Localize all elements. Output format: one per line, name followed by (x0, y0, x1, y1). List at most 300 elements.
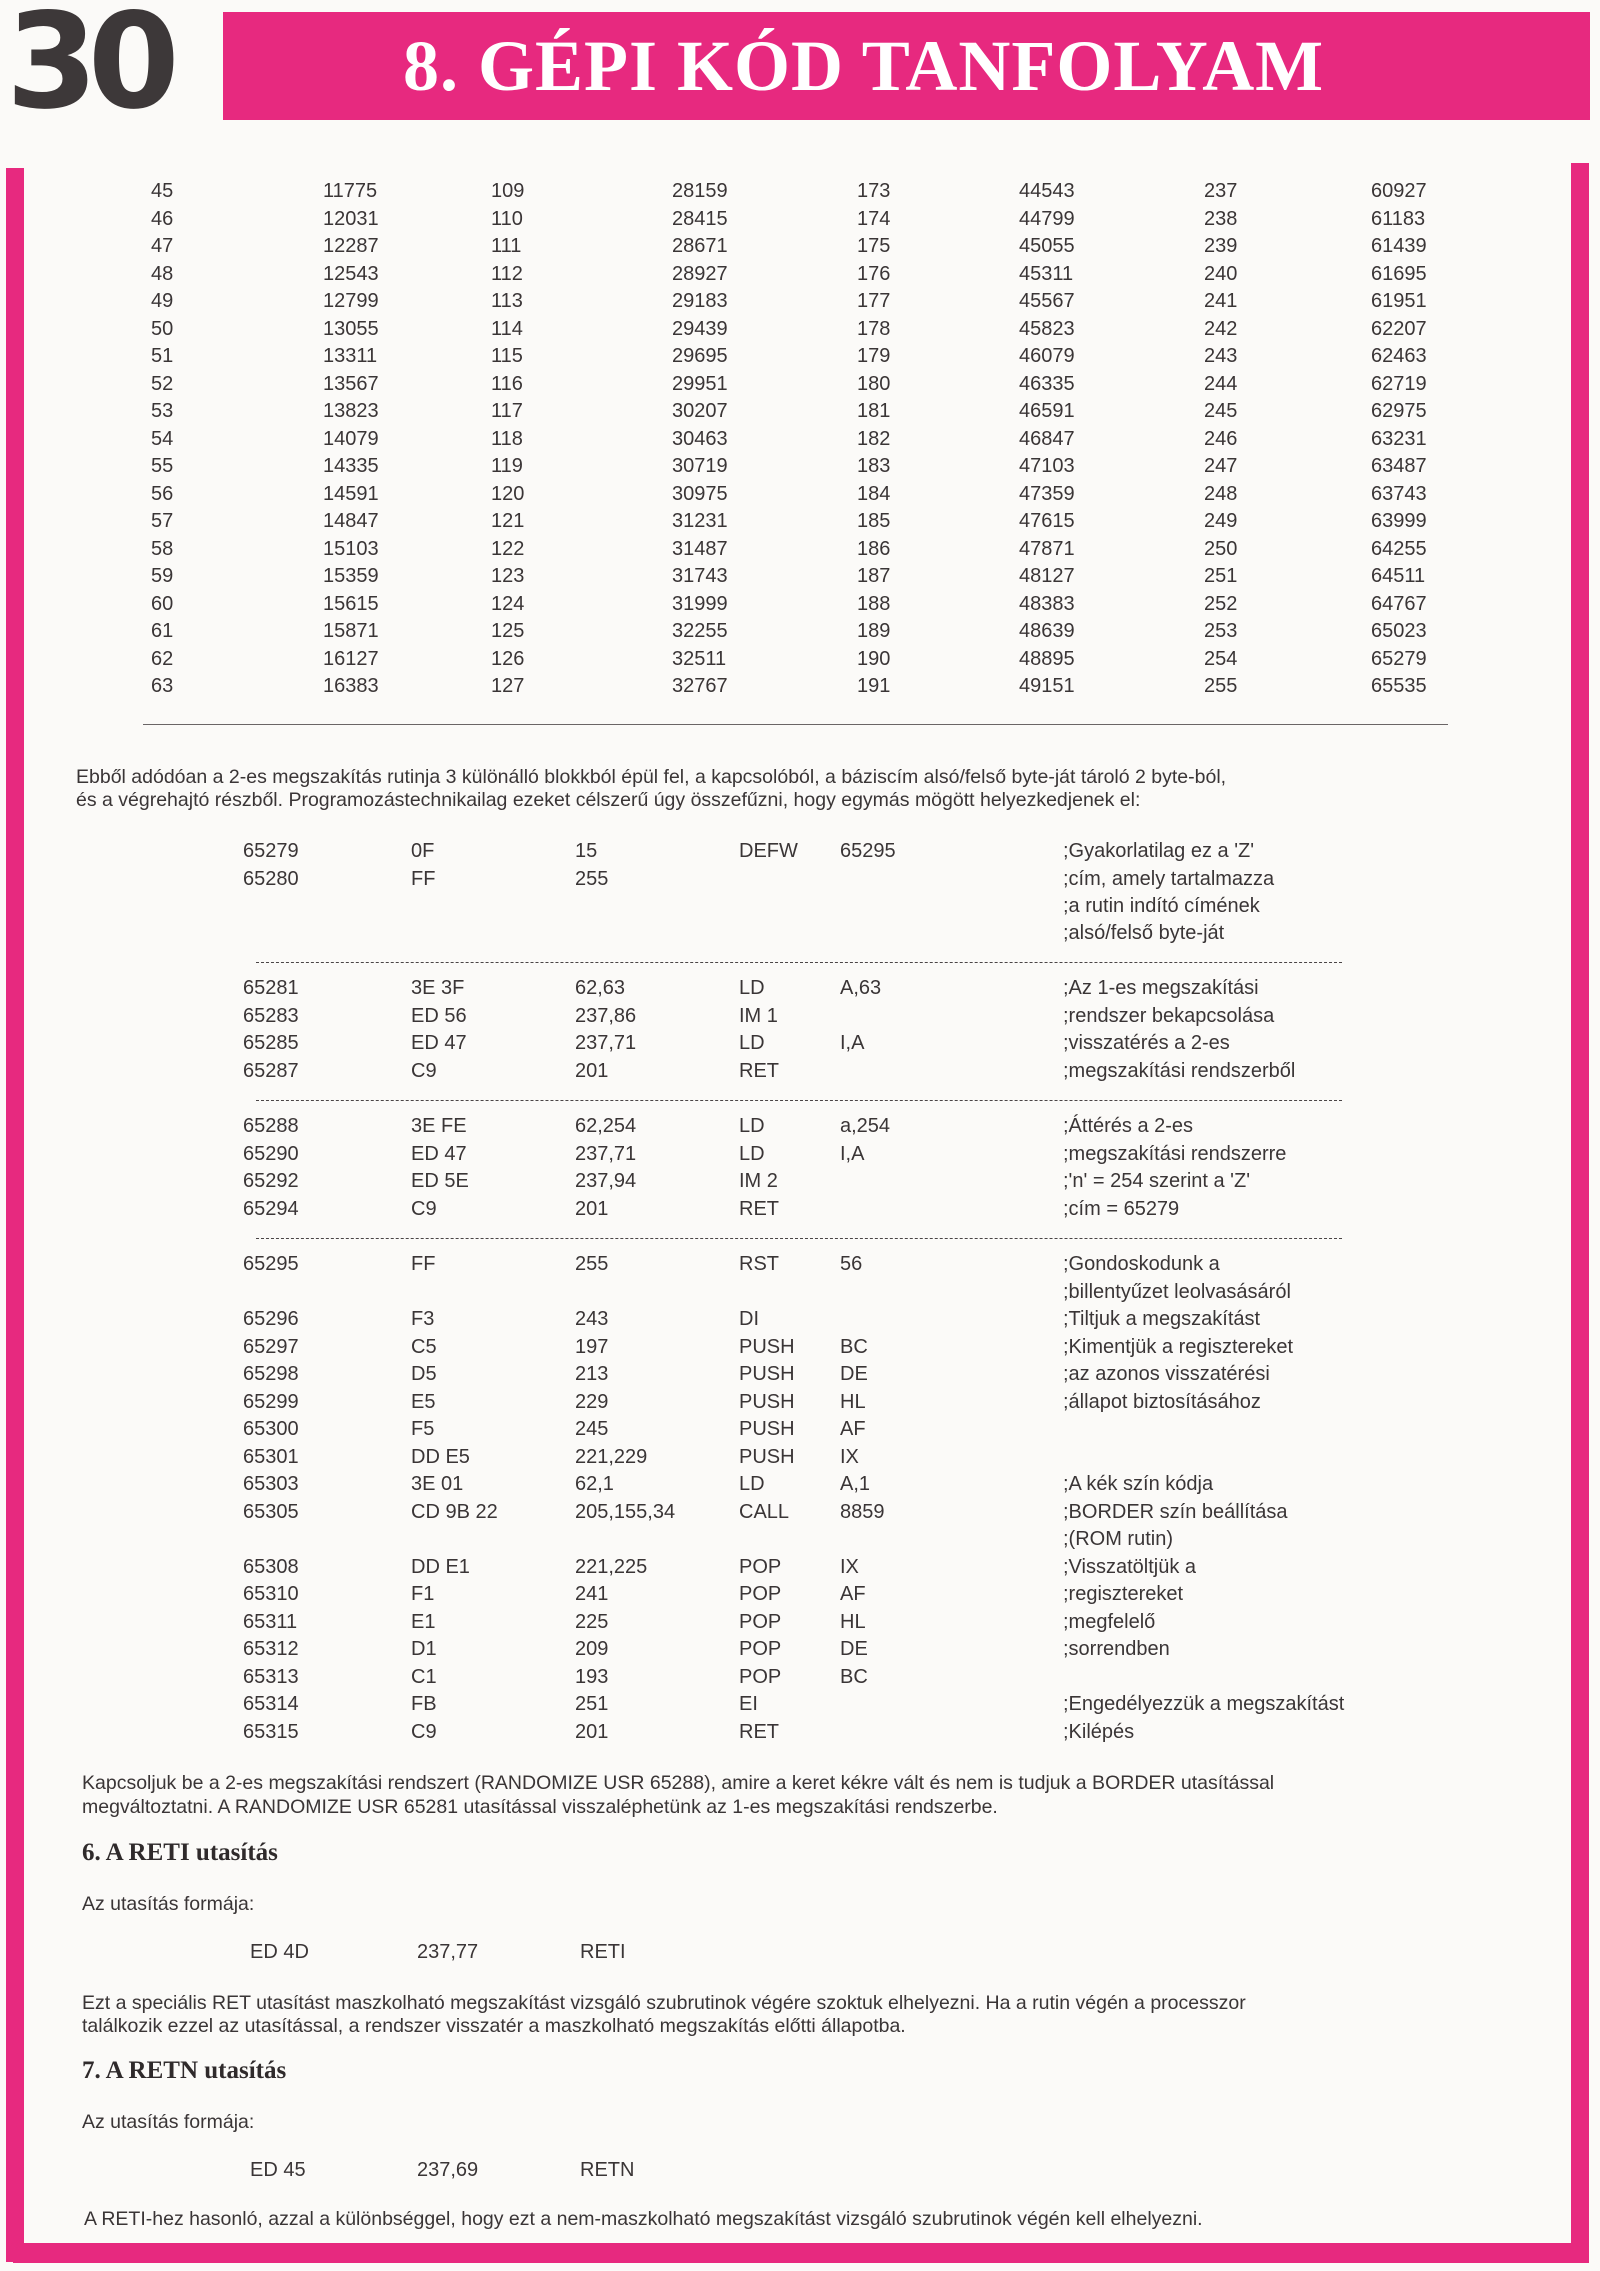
table-cell-n: 52 (151, 372, 174, 395)
table-cell-n: 110 (491, 207, 523, 230)
table-cell-n: 124 (491, 592, 525, 615)
table-cell-n: 126 (491, 647, 525, 670)
listing-hex: ED 47 (411, 1143, 467, 1165)
listing-decimal: 62,254 (575, 1115, 637, 1137)
table-cell-value: 44543 (1019, 180, 1075, 202)
table-cell-n: 240 (1204, 262, 1238, 285)
table-cell-value: 49151 (1019, 675, 1075, 697)
table-cell-n: 243 (1204, 345, 1238, 367)
listing-address: 65288 (243, 1115, 299, 1137)
table-cell-n: 179 (857, 345, 891, 367)
listing-decimal: 237,94 (575, 1170, 637, 1192)
listing-comment: ;'n' = 254 szerint a 'Z' (1063, 1170, 1251, 1192)
listing-comment: ;megszakítási rendszerre (1063, 1143, 1287, 1165)
listing-mnemonic: DI (739, 1308, 759, 1330)
intro-paragraph-line-1: Ebből adódóan a 2-es megszakítás rutinja 3 különálló blokkból épül fel, a kapcsolóból, a báziscím alsó/felső byte-ját tároló 2 byte-ból, (76, 766, 1227, 788)
listing-address: 65281 (243, 977, 299, 999)
table-cell-value: 65023 (1371, 620, 1427, 642)
table-cell-value: 32255 (672, 620, 728, 642)
listing-address: 65315 (243, 1721, 299, 1743)
listing-decimal: 205,155,34 (575, 1501, 676, 1523)
listing-hex: F3 (411, 1308, 435, 1330)
table-cell-value: 14079 (323, 427, 379, 450)
table-cell-n: 190 (857, 647, 891, 670)
table-cell-n: 127 (491, 675, 525, 697)
listing-decimal: 201 (575, 1198, 609, 1220)
reti-hex: ED 4D (250, 1941, 309, 1963)
listing-address: 65287 (243, 1060, 299, 1082)
listing-comment: ;visszatérés a 2-es (1063, 1032, 1230, 1054)
listing-mnemonic: LD (739, 1115, 765, 1137)
listing-mnemonic: LD (739, 977, 765, 999)
listing-comment: ;BORDER szín beállítása (1063, 1501, 1288, 1523)
reti-paragraph-line-1: Ezt a speciális RET utasítást maszkolható megszakítást vizsgáló szubrutinok végére szoktuk elhelyezni. Ha a rutin végén a processzor (82, 1992, 1246, 2014)
table-cell-n: 112 (491, 262, 523, 285)
listing-comment: ;Az 1-es megszakítási (1063, 977, 1259, 999)
table-cell-n: 183 (857, 455, 891, 477)
usage-paragraph-line-1: Kapcsoljuk be a 2-es megszakítási rendszert (RANDOMIZE USR 65288), amire a keret kékre vált és nem is tudjuk a BORDER utasítással (82, 1772, 1275, 1794)
table-cell-value: 46079 (1019, 345, 1075, 367)
table-cell-n: 187 (857, 565, 891, 587)
table-cell-value: 65279 (1371, 647, 1427, 670)
table-cell-value: 31487 (672, 537, 728, 560)
table-cell-n: 114 (491, 317, 523, 340)
listing-address: 65312 (243, 1638, 299, 1660)
listing-mnemonic: IM 1 (739, 1005, 778, 1027)
table-cell-value: 64767 (1371, 592, 1427, 615)
table-cell-value: 60927 (1371, 180, 1427, 202)
table-cell-n: 109 (491, 180, 525, 202)
table-cell-n: 241 (1204, 290, 1238, 312)
listing-mnemonic: PUSH (739, 1418, 795, 1440)
table-cell-n: 51 (151, 345, 174, 367)
listing-mnemonic: PUSH (739, 1446, 795, 1468)
table-cell-value: 12031 (323, 207, 379, 230)
table-cell-value: 45311 (1019, 262, 1074, 285)
table-cell-value: 11775 (323, 180, 378, 202)
table-cell-n: 184 (857, 482, 891, 505)
table-cell-value: 47871 (1019, 537, 1075, 560)
listing-comment: ;az azonos visszatérési (1063, 1363, 1270, 1385)
listing-address: 65285 (243, 1032, 299, 1054)
listing-comment: ;cím, amely tartalmazza (1063, 868, 1275, 890)
listing-operand: IX (840, 1556, 859, 1578)
table-cell-value: 32767 (672, 675, 728, 697)
listing-address: 65301 (243, 1446, 299, 1468)
intro-paragraph-line-2: és a végrehajtó részből. Programozástechnikailag ezeket célszerű úgy összefűzni, hogy egymás mögött helyezkedjenek el: (76, 789, 1141, 811)
table-cell-n: 61 (151, 620, 174, 642)
listing-hex: 3E FE (411, 1115, 467, 1137)
table-cell-value: 28671 (672, 235, 728, 257)
table-cell-value: 28415 (672, 207, 728, 230)
listing-comment: ;megfelelő (1063, 1611, 1156, 1633)
listing-decimal: 221,229 (575, 1446, 648, 1468)
usage-paragraph-line-2: megváltoztatni. A RANDOMIZE USR 65281 utasítással visszaléphetünk az 1-es megszakítási rendszerbe. (82, 1796, 998, 1818)
table-cell-n: 181 (857, 400, 891, 422)
listing-decimal: 251 (575, 1693, 609, 1715)
listing-operand: BC (840, 1336, 868, 1358)
listing-mnemonic: LD (739, 1032, 765, 1054)
table-cell-n: 247 (1204, 455, 1238, 477)
table-cell-value: 30719 (672, 455, 728, 477)
listing-address: 65295 (243, 1253, 299, 1275)
listing-operand: 56 (840, 1253, 863, 1275)
listing-decimal: 225 (575, 1611, 609, 1633)
listing-decimal: 197 (575, 1336, 609, 1358)
table-cell-value: 47359 (1019, 482, 1075, 505)
listing-decimal: 209 (575, 1638, 609, 1660)
listing-comment: ;sorrendben (1063, 1638, 1170, 1660)
table-cell-value: 62463 (1371, 345, 1427, 367)
table-cell-value: 12799 (323, 290, 379, 312)
table-cell-value: 13055 (323, 317, 379, 340)
frame-left-bar (6, 168, 24, 2262)
listing-operand: I,A (840, 1143, 865, 1165)
listing-comment: ;Kimentjük a regisztereket (1063, 1336, 1294, 1358)
table-cell-value: 16383 (323, 675, 379, 697)
table-cell-n: 175 (857, 235, 891, 257)
listing-address: 65279 (243, 840, 299, 862)
table-cell-value: 30463 (672, 427, 728, 450)
listing-hex: C1 (411, 1666, 437, 1688)
listing-mnemonic: POP (739, 1556, 782, 1578)
listing-decimal: 237,71 (575, 1143, 637, 1165)
table-cell-value: 62207 (1371, 317, 1427, 340)
table-cell-n: 189 (857, 620, 891, 642)
table-cell-n: 125 (491, 620, 525, 642)
listing-hex: FF (411, 868, 436, 890)
table-cell-n: 182 (857, 427, 891, 450)
listing-address: 65300 (243, 1418, 299, 1440)
table-cell-value: 14591 (323, 482, 379, 505)
listing-address: 65303 (243, 1473, 299, 1495)
table-cell-n: 188 (857, 592, 891, 615)
table-cell-value: 14847 (323, 510, 379, 532)
listing-mnemonic: RET (739, 1721, 779, 1743)
listing-operand: I,A (840, 1032, 865, 1054)
listing-mnemonic: RST (739, 1253, 779, 1275)
table-divider (143, 724, 1448, 725)
listing-hex: D5 (411, 1363, 437, 1385)
table-cell-n: 115 (491, 345, 523, 367)
table-cell-value: 63487 (1371, 455, 1427, 477)
table-cell-value: 30975 (672, 482, 728, 505)
listing-hex: CD 9B 22 (411, 1501, 498, 1523)
listing-decimal: 229 (575, 1391, 609, 1413)
table-cell-value: 31743 (672, 565, 728, 587)
section-heading-reti: 6. A RETI utasítás (82, 1839, 278, 1866)
listing-operand: DE (840, 1363, 868, 1385)
listing-mnemonic: POP (739, 1638, 782, 1660)
listing-hex: E1 (411, 1611, 436, 1633)
listing-operand: AF (840, 1583, 866, 1605)
table-cell-n: 46 (151, 207, 174, 230)
table-cell-n: 238 (1204, 207, 1238, 230)
listing-hex: C9 (411, 1198, 437, 1220)
listing-address: 65294 (243, 1198, 299, 1220)
listing-hex: C9 (411, 1721, 437, 1743)
table-cell-n: 246 (1204, 427, 1238, 450)
table-cell-n: 177 (857, 290, 891, 312)
table-cell-n: 244 (1204, 372, 1238, 395)
table-cell-n: 48 (151, 262, 174, 285)
table-cell-value: 29695 (672, 345, 728, 367)
table-cell-value: 29439 (672, 317, 728, 340)
listing-mnemonic: PUSH (739, 1363, 795, 1385)
table-cell-n: 254 (1204, 647, 1238, 670)
block-separator (256, 962, 1342, 963)
reti-paragraph-line-2: találkozik ezzel az utasítással, a rendszer visszatér a maszkolható megszakítás előtti állapotba. (82, 2015, 906, 2037)
listing-comment: ;Engedélyezzük a megszakítást (1063, 1693, 1345, 1715)
listing-mnemonic: EI (739, 1693, 758, 1715)
table-cell-n: 57 (151, 510, 174, 532)
listing-mnemonic: POP (739, 1611, 782, 1633)
table-cell-value: 48895 (1019, 647, 1075, 670)
table-cell-n: 50 (151, 317, 174, 340)
reti-form-label: Az utasítás formája: (82, 1893, 255, 1915)
listing-operand: HL (840, 1391, 866, 1413)
listing-address: 65299 (243, 1391, 299, 1413)
listing-operand: IX (840, 1446, 859, 1468)
listing-hex: C5 (411, 1336, 437, 1358)
table-cell-n: 121 (491, 510, 525, 532)
table-cell-value: 45055 (1019, 235, 1075, 257)
listing-hex: FF (411, 1253, 436, 1275)
listing-address: 65310 (243, 1583, 299, 1605)
table-cell-value: 12287 (323, 235, 379, 257)
table-cell-n: 58 (151, 537, 174, 560)
table-cell-n: 180 (857, 372, 891, 395)
listing-decimal: 237,71 (575, 1032, 637, 1054)
table-cell-value: 13823 (323, 400, 379, 422)
section-heading-retn: 7. A RETN utasítás (82, 2057, 287, 2084)
table-cell-value: 28159 (672, 180, 728, 202)
listing-comment: ;Gondoskodunk a (1063, 1253, 1220, 1275)
retn-mnemonic: RETN (580, 2159, 635, 2181)
table-cell-value: 15359 (323, 565, 379, 587)
table-cell-n: 63 (151, 675, 174, 697)
listing-operand: DE (840, 1638, 868, 1660)
table-cell-n: 186 (857, 537, 891, 560)
table-cell-n: 242 (1204, 317, 1238, 340)
table-cell-n: 116 (491, 372, 523, 395)
table-cell-n: 122 (491, 537, 525, 560)
table-cell-value: 29183 (672, 290, 728, 312)
listing-operand: HL (840, 1611, 866, 1633)
listing-mnemonic: LD (739, 1143, 765, 1165)
listing-hex: E5 (411, 1391, 436, 1413)
listing-decimal: 213 (575, 1363, 609, 1385)
listing-operand: a,254 (840, 1115, 891, 1137)
table-cell-value: 64511 (1371, 565, 1426, 587)
listing-mnemonic: POP (739, 1583, 782, 1605)
listing-hex: C9 (411, 1060, 437, 1082)
listing-comment: ;billentyűzet leolvasásáról (1063, 1281, 1291, 1303)
table-cell-value: 46591 (1019, 400, 1075, 422)
listing-operand: BC (840, 1666, 868, 1688)
listing-decimal: 255 (575, 868, 609, 890)
listing-address: 65290 (243, 1143, 299, 1165)
table-cell-n: 54 (151, 427, 174, 450)
table-cell-value: 48127 (1019, 565, 1075, 587)
listing-operand: 65295 (840, 840, 896, 862)
table-cell-value: 63743 (1371, 482, 1427, 505)
listing-comment: ;Kilépés (1063, 1721, 1135, 1743)
table-cell-value: 46847 (1019, 427, 1075, 450)
listing-decimal: 255 (575, 1253, 609, 1275)
frame-bottom-bar (13, 2243, 1589, 2263)
table-cell-n: 237 (1204, 180, 1238, 202)
table-cell-n: 118 (491, 427, 523, 450)
retn-hex: ED 45 (250, 2159, 306, 2181)
table-cell-n: 120 (491, 482, 525, 505)
listing-decimal: 245 (575, 1418, 609, 1440)
listing-mnemonic: IM 2 (739, 1170, 778, 1192)
table-cell-value: 28927 (672, 262, 728, 285)
listing-operand: 8859 (840, 1501, 885, 1523)
table-cell-value: 15615 (323, 592, 379, 615)
listing-decimal: 237,86 (575, 1005, 637, 1027)
table-cell-n: 255 (1204, 675, 1238, 697)
listing-mnemonic: LD (739, 1473, 765, 1495)
table-cell-n: 49 (151, 290, 174, 312)
table-cell-value: 13311 (323, 345, 378, 367)
listing-address: 65313 (243, 1666, 299, 1688)
listing-hex: F1 (411, 1583, 435, 1605)
listing-address: 65296 (243, 1308, 299, 1330)
table-cell-value: 47615 (1019, 510, 1075, 532)
table-cell-value: 62719 (1371, 372, 1427, 395)
table-cell-n: 123 (491, 565, 525, 587)
table-cell-n: 174 (857, 207, 891, 230)
listing-address: 65280 (243, 868, 299, 890)
table-cell-n: 119 (491, 455, 523, 477)
table-cell-n: 176 (857, 262, 891, 285)
table-cell-n: 56 (151, 482, 174, 505)
retn-form-label: Az utasítás formája: (82, 2111, 255, 2133)
listing-address: 65311 (243, 1611, 298, 1633)
listing-address: 65297 (243, 1336, 299, 1358)
table-cell-value: 63999 (1371, 510, 1427, 532)
block-separator (256, 1238, 1342, 1239)
table-cell-value: 61439 (1371, 235, 1427, 257)
listing-comment: ;(ROM rutin) (1063, 1528, 1173, 1550)
page-number: 30 (6, 0, 170, 139)
listing-hex: D1 (411, 1638, 437, 1660)
table-cell-n: 113 (491, 290, 523, 312)
table-cell-value: 31231 (672, 510, 728, 532)
listing-hex: DD E1 (411, 1556, 470, 1578)
listing-hex: 0F (411, 840, 435, 862)
table-cell-n: 252 (1204, 592, 1238, 615)
listing-address: 65305 (243, 1501, 299, 1523)
listing-comment: ;A kék szín kódja (1063, 1473, 1214, 1495)
listing-comment: ;megszakítási rendszerből (1063, 1060, 1296, 1082)
table-cell-n: 185 (857, 510, 891, 532)
table-cell-value: 48383 (1019, 592, 1075, 615)
listing-decimal: 62,63 (575, 977, 626, 999)
listing-hex: DD E5 (411, 1446, 470, 1468)
table-cell-n: 239 (1204, 235, 1238, 257)
listing-hex: 3E 3F (411, 977, 465, 999)
listing-mnemonic: CALL (739, 1501, 790, 1523)
table-cell-value: 46335 (1019, 372, 1075, 395)
table-cell-value: 61695 (1371, 262, 1427, 285)
listing-mnemonic: DEFW (739, 840, 798, 862)
listing-operand: AF (840, 1418, 866, 1440)
table-cell-value: 45567 (1019, 290, 1075, 312)
listing-decimal: 201 (575, 1721, 609, 1743)
listing-operand: A,1 (840, 1473, 871, 1495)
table-cell-value: 61183 (1371, 207, 1426, 230)
table-cell-n: 253 (1204, 620, 1238, 642)
table-cell-value: 13567 (323, 372, 379, 395)
table-cell-n: 47 (151, 235, 174, 257)
table-cell-value: 16127 (323, 647, 379, 670)
table-cell-value: 44799 (1019, 207, 1075, 230)
listing-comment: ;Visszatöltjük a (1063, 1556, 1197, 1578)
listing-decimal: 241 (575, 1583, 609, 1605)
listing-mnemonic: RET (739, 1060, 779, 1082)
listing-comment: ;cím = 65279 (1063, 1198, 1180, 1220)
retn-paragraph: A RETI-hez hasonló, azzal a különbséggel, hogy ezt a nem-maszkolható megszakítást vizsgáló szubrutinok végén kell elhelyezni. (84, 2208, 1203, 2230)
table-cell-n: 117 (491, 400, 523, 422)
listing-comment: ;Gyakorlatilag ez a 'Z' (1063, 840, 1255, 862)
table-cell-n: 191 (857, 675, 891, 697)
page-title-banner: 8. GÉPI KÓD TANFOLYAM (223, 12, 1590, 120)
listing-hex: 3E 01 (411, 1473, 464, 1495)
table-cell-value: 31999 (672, 592, 728, 615)
listing-hex: ED 47 (411, 1032, 467, 1054)
table-cell-n: 251 (1204, 565, 1238, 587)
table-cell-n: 53 (151, 400, 174, 422)
table-cell-value: 29951 (672, 372, 728, 395)
listing-mnemonic: RET (739, 1198, 779, 1220)
table-cell-n: 178 (857, 317, 891, 340)
listing-operand: A,63 (840, 977, 882, 999)
listing-comment: ;regisztereket (1063, 1583, 1184, 1605)
table-cell-value: 63231 (1371, 427, 1427, 450)
table-cell-n: 250 (1204, 537, 1238, 560)
table-cell-n: 60 (151, 592, 174, 615)
table-cell-value: 30207 (672, 400, 728, 422)
table-cell-n: 245 (1204, 400, 1238, 422)
table-cell-value: 48639 (1019, 620, 1075, 642)
table-cell-value: 47103 (1019, 455, 1075, 477)
table-cell-value: 45823 (1019, 317, 1075, 340)
table-cell-n: 62 (151, 647, 174, 670)
table-cell-n: 59 (151, 565, 174, 587)
table-cell-value: 15103 (323, 537, 379, 560)
listing-decimal: 221,225 (575, 1556, 648, 1578)
listing-decimal: 243 (575, 1308, 609, 1330)
listing-hex: ED 5E (411, 1170, 469, 1192)
listing-address: 65298 (243, 1363, 299, 1385)
listing-address: 65292 (243, 1170, 299, 1192)
table-cell-n: 249 (1204, 510, 1238, 532)
table-cell-value: 14335 (323, 455, 379, 477)
table-cell-value: 12543 (323, 262, 379, 285)
listing-decimal: 193 (575, 1666, 609, 1688)
table-cell-n: 45 (151, 180, 174, 202)
listing-hex: ED 56 (411, 1005, 467, 1027)
retn-dec: 237,69 (417, 2159, 479, 2181)
reti-dec: 237,77 (417, 1941, 479, 1963)
listing-mnemonic: PUSH (739, 1336, 795, 1358)
listing-mnemonic: POP (739, 1666, 782, 1688)
listing-comment: ;állapot biztosításához (1063, 1391, 1261, 1413)
table-cell-value: 61951 (1371, 290, 1427, 312)
